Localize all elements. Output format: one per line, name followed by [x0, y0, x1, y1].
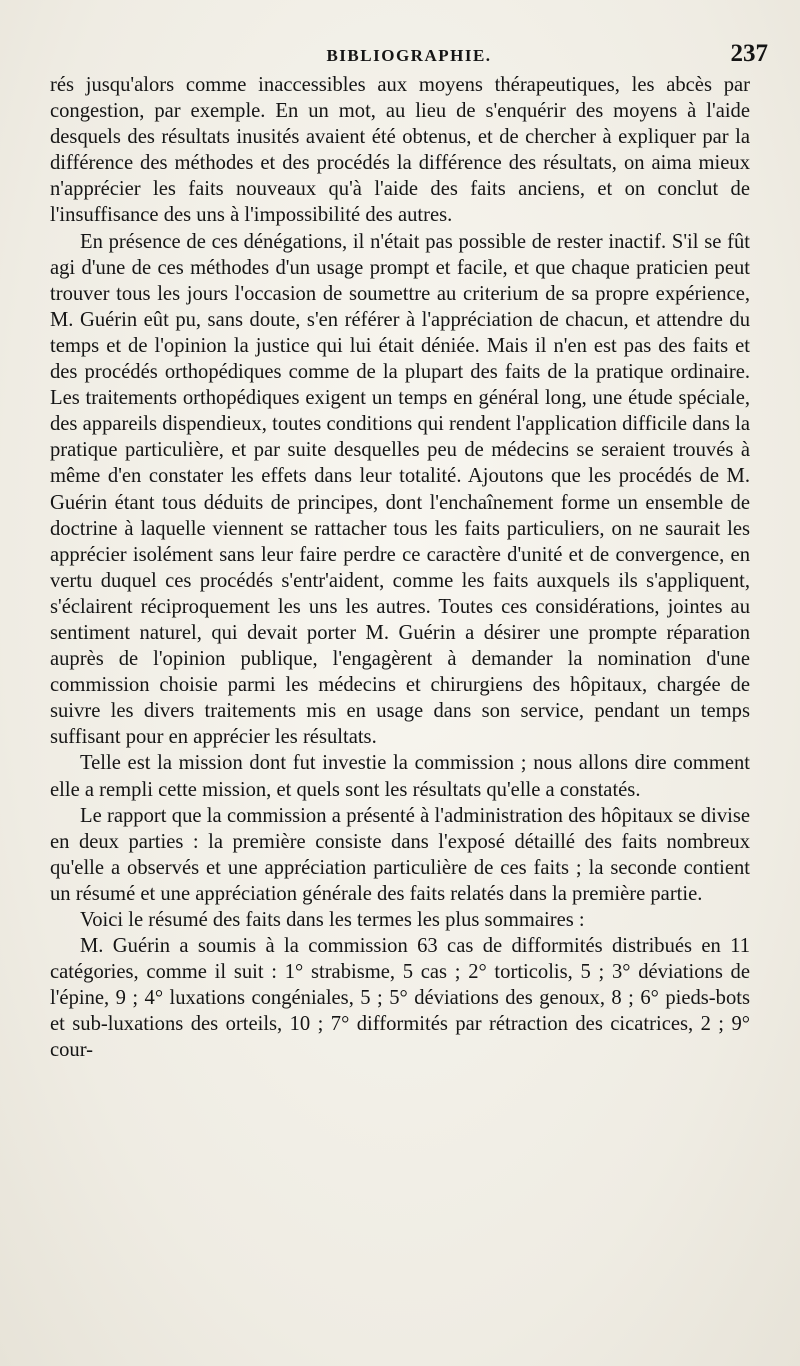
paragraph: Voici le résumé des faits dans les termes les plus sommaires : — [80, 909, 585, 931]
running-title: BIBLIOGRAPHIE. — [326, 46, 492, 65]
paragraph: M. Guérin a soumis à la commission 63 cas de difformités distribués en 11 catégories, comme il suit : 1° strabisme, 5 cas ; 2° torticolis, 5 ; 3° déviations de l'épine, 9 ; 4° luxations congéniales, 5 ; 5° déviations des genoux, 8 ; 6° pieds-bots et sub-luxations des orteils, 10 ; 7° difformités par rétraction des cicatrices, 2 ; 9° cour- — [50, 935, 750, 1062]
page-header — [50, 40, 768, 72]
body-text — [50, 72, 750, 1064]
paragraph: En présence de ces dénégations, il n'était pas possible de rester inactif. S'il se fût agi d'une de ces méthodes d'un usage prompt et facile, et que chaque praticien peut trouver tous les jours l'occasion de soumettre au criterium de sa propre expérience, M. Guérin eût pu, sans doute, s'en référer à l'appréciation de chacun, et attendre du temps et de l'opinion la justice qui lui était déniée. Mais il n'en est pas des faits et des procédés orthopédiques comme de la plupart des faits de la pratique ordinaire. Les traitements orthopédiques exigent un temps en général long, une étude spéciale, des appareils dispendieux, toutes conditions qui rendent l'application difficile dans la pratique particulière, et par suite desquelles peu de médecins se seraient trouvés à même d'en constater les effets dans leur totalité. Ajoutons que les procédés de M. Guérin étant tous déduits de principes, dont l'enchaînement forme un ensemble de doctrine à laquelle viennent se rattacher tous les faits particuliers, on ne saurait les apprécier isolément sans leur faire perdre ce caractère d'unité et de convergence, en vertu duquel ces procédés s'entr'aident, comme les faits auxquels ils s'appliquent, s'éclairent réciproquement les uns les autres. Toutes ces considérations, jointes au sentiment naturel, qui devait porter M. Guérin a désirer une prompte réparation auprès de l'opinion publique, l'engagèrent à demander la nomination d'une commission choisie parmi les médecins et chirurgiens des hôpitaux, chargée de suivre les divers traitements mis en usage dans son service, pendant un temps suffisant pour en apprécier les résultats. — [50, 230, 750, 749]
paragraph: Le rapport que la commission a présenté à l'administration des hôpitaux se divise en deux parties : la première consiste dans l'exposé détaillé des faits nombreux qu'elle a observés et une appréciation particulière de ces faits ; la seconde contient un résumé et une appréciation générale des faits relatés dans la première partie. — [50, 804, 750, 905]
paragraph: Telle est la mission dont fut investie la commission ; nous allons dire comment elle a rempli cette mission, et quels sont les résultats qu'elle a constatés. — [50, 752, 750, 801]
page-number: 237 — [730, 40, 768, 67]
paragraph: rés jusqu'alors comme inaccessibles aux moyens thérapeutiques, les abcès par congestion, par exemple. En un mot, au lieu de s'enquérir des moyens à l'aide desquels des résultats inusités avaient été obtenus, et de chercher à expliquer par la différence des méthodes et des procédés la différence des résultats, on aima mieux n'apprécier les faits nouveaux qu'à l'aide des faits anciens, et on conclut de l'insuffisance des uns à l'impossibilité des autres. — [50, 74, 750, 227]
